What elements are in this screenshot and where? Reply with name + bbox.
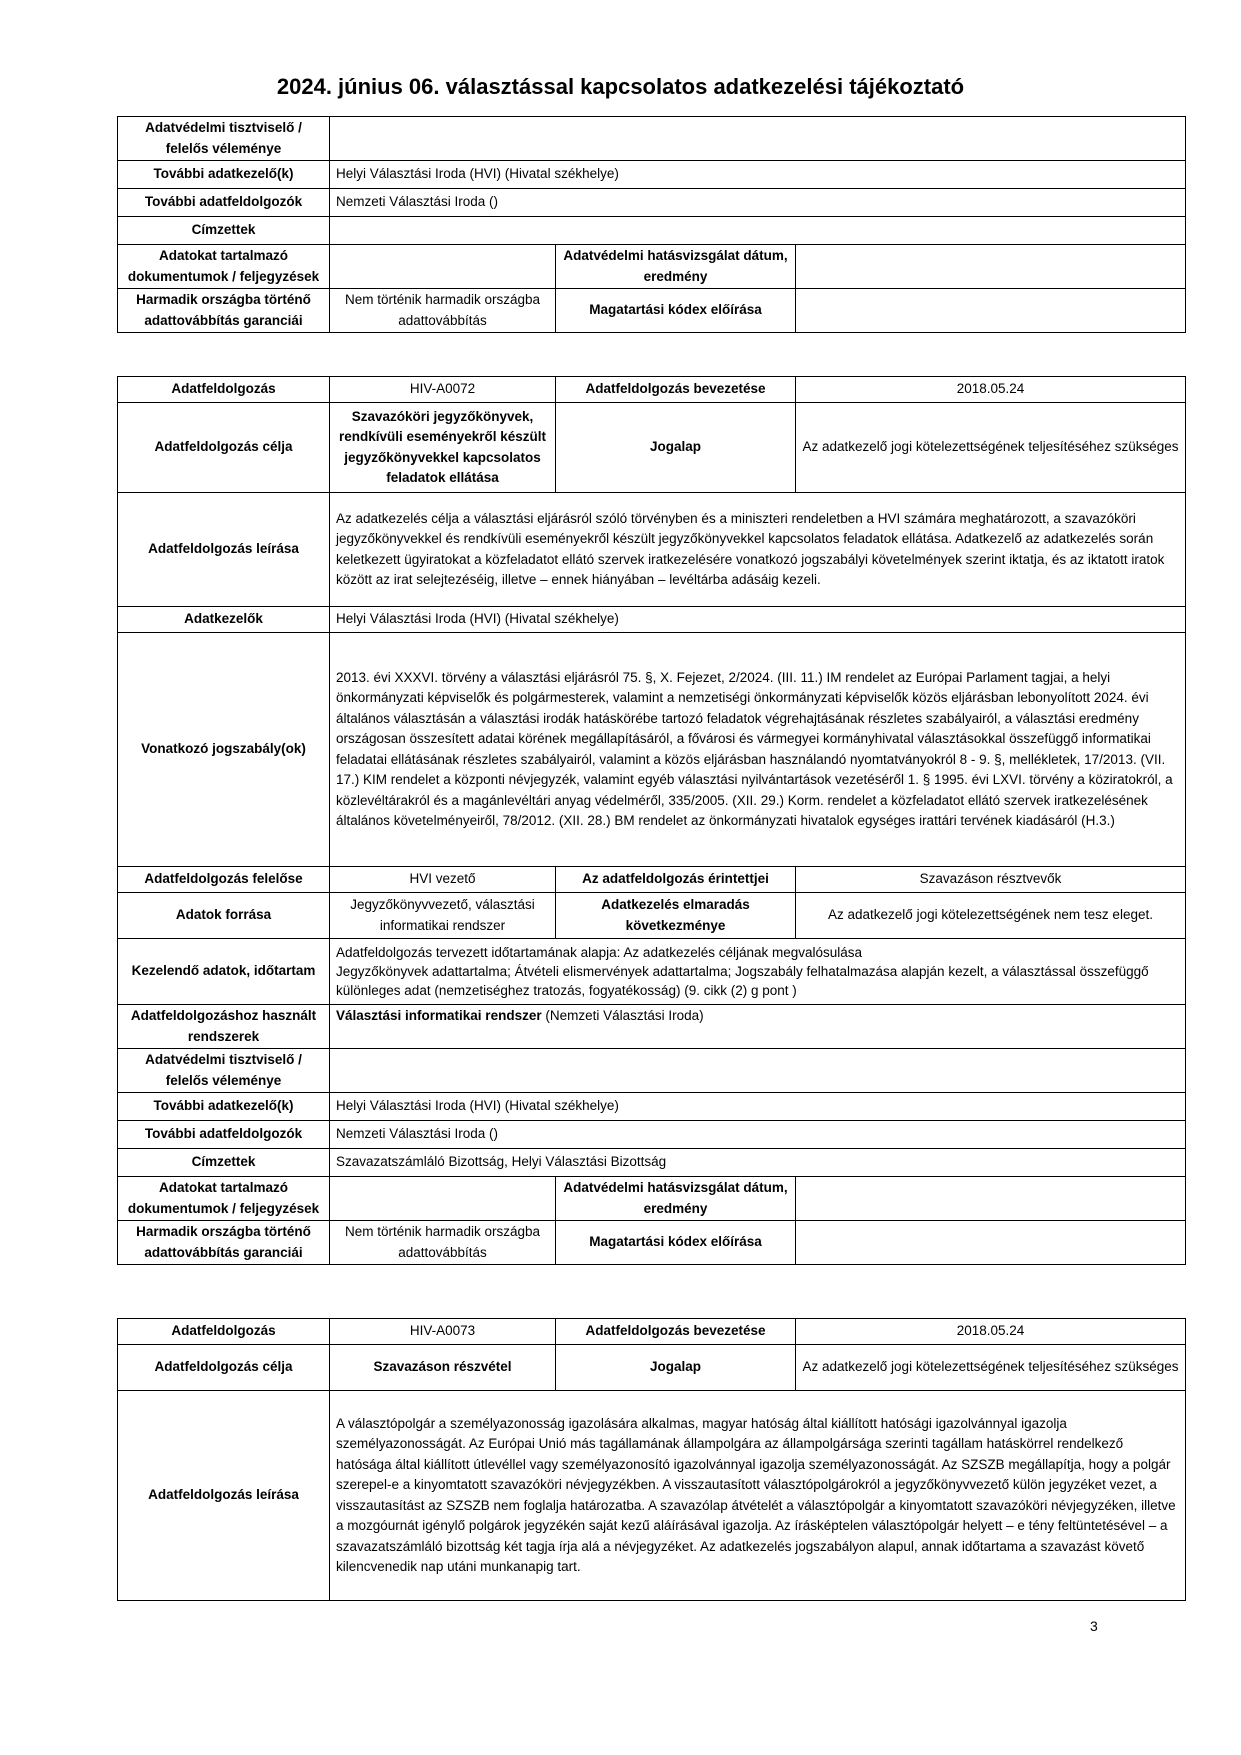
rendszerek-name: Választási informatikai rendszer: [336, 1008, 542, 1023]
value-tisztviselo: [330, 1049, 1186, 1093]
value-magatartasi: [796, 1221, 1186, 1265]
label-cimzettek: Címzettek: [118, 1149, 330, 1177]
value-bevezetese: 2018.05.24: [796, 1319, 1186, 1345]
label-tovabbi-adatkezelo: További adatkezelő(k): [118, 161, 330, 189]
value-tisztviselo: [330, 117, 1186, 161]
value-jogalap: Az adatkezelő jogi kötelezettségének teljesítéséhez szükséges: [796, 1345, 1186, 1391]
value-tovabbi-adatfeldolgozok: Nemzeti Választási Iroda (): [330, 1121, 1186, 1149]
value-celja: Szavazáson részvétel: [330, 1345, 556, 1391]
label-rendszerek: Adatfeldolgozáshoz használt rendszerek: [118, 1005, 330, 1049]
value-dokumentumok: [330, 245, 556, 289]
data-processing-table-continued: [117, 116, 1186, 333]
value-leirasa: Az adatkezelés célja a választási eljárásról szóló törvényben és a miniszteri rendeletben a HVI számára meghatározott, a szavazóköri jegyzőkönyvekkel és rendkívüli eseményekről készült jegyzőkönyvekkel kapcsolatos feladatok ellátása. Adatkezelő az adatkezelés során keletkezett ügyiratokat a közfeladatot ellátó szervek iratkezelésére vonatkozó jogszabályi követelmények szerint iktatja, és az iktatott iratok között az irat selejtezéséig, illetve – ennek hiányában – levéltárba adásáig kezeli.: [330, 493, 1186, 607]
label-tovabbi-adatfeldolgozok: További adatfeldolgozók: [118, 189, 330, 217]
value-hatasvizsgalat: [796, 245, 1186, 289]
label-celja: Adatfeldolgozás célja: [118, 1345, 330, 1391]
label-jogalap: Jogalap: [556, 403, 796, 493]
label-dokumentumok: Adatokat tartalmazó dokumentumok / feljegyzések: [118, 1177, 330, 1221]
label-magatartasi: Magatartási kódex előírása: [556, 1221, 796, 1265]
kezelendo-line-1: Adatfeldolgozás tervezett időtartamának alapja: Az adatkezelés céljának megvalósulása: [336, 945, 863, 960]
label-adatfeldolgozas: Adatfeldolgozás: [118, 1319, 330, 1345]
label-hatasvizsgalat: Adatvédelmi hatásvizsgálat dátum, eredmény: [556, 1177, 796, 1221]
label-adatkezelok: Adatkezelők: [118, 607, 330, 633]
value-tovabbi-adatfeldolgozok: Nemzeti Választási Iroda (): [330, 189, 1186, 217]
label-dokumentumok: Adatokat tartalmazó dokumentumok / feljegyzések: [118, 245, 330, 289]
value-tovabbi-adatkezelo: Helyi Választási Iroda (HVI) (Hivatal székhelye): [330, 1093, 1186, 1121]
kezelendo-line-2: Jegyzőkönyvek adattartalma; Átvételi elismervények adattartalma; Jogszabály felhatalmazása alapján kezelt, a választással összefüggő különleges adat (nemzetiséghez tratozás, fogyatékosság) (9. cikk (2) g pont ): [336, 964, 1149, 998]
label-harmadik: Harmadik országba történő adattovábbítás garanciái: [118, 289, 330, 333]
value-felelose: HVI vezető: [330, 867, 556, 893]
label-celja: Adatfeldolgozás célja: [118, 403, 330, 493]
page-title: 2024. június 06. választással kapcsolatos adatkezelési tájékoztató: [276, 74, 965, 99]
value-forrasa: Jegyzőkönyvvezető, választási informatikai rendszer: [330, 893, 556, 939]
label-leirasa: Adatfeldolgozás leírása: [118, 493, 330, 607]
label-harmadik: Harmadik országba történő adattovábbítás garanciái: [118, 1221, 330, 1265]
label-elmaradas: Adatkezelés elmaradás következménye: [556, 893, 796, 939]
label-tisztviselo: Adatvédelmi tisztviselő / felelős véleménye: [118, 1049, 330, 1093]
page-number: 3: [1090, 1618, 1098, 1634]
value-harmadik: Nem történik harmadik országba adattovábbítás: [330, 289, 556, 333]
value-leirasa: A választópolgár a személyazonosság igazolására alkalmas, magyar hatóság által kiállított hatósági igazolvánnyal igazolja személyazonosságát. Az Európai Unió más tagállamának állampolgára az állampolgársága szerinti tagállam hatáskörrel rendelkező hatósága által kiállított útlevéllel vagy személyazonosító igazolvánnyal igazolja személyazonosságát. Az SZSZB megállapítja, hogy a polgár szerepel-e a kinyomtatott szavazóköri névjegyzékben. A visszautasított választópolgárokról a jegyzőkönyvvezető külön jegyzéket vezet, a visszautasítást az SZSZB nem foglalja határozatba. A szavazólap átvételét a választópolgár a kinyomtatott szavazóköri névjegyzéken, illetve a mozgóurnát igénylő polgárok jegyzékén saját kezű aláírásával igazolja. Az írásképtelen választópolgár helyett – e tény feltüntetésével – a szavazatszámláló bizottság két tagja írja alá a névjegyzéket. Az adatkezelés jogszabályon alapul, annak időtartama a szavazást követő kilencvenedik nap utáni munkanapig tart.: [330, 1391, 1186, 1601]
value-harmadik: Nem történik harmadik országba adattovábbítás: [330, 1221, 556, 1265]
value-kezelendo: [330, 939, 1186, 1005]
label-felelose: Adatfeldolgozás felelőse: [118, 867, 330, 893]
label-hatasvizsgalat: Adatvédelmi hatásvizsgálat dátum, eredmény: [556, 245, 796, 289]
label-magatartasi: Magatartási kódex előírása: [556, 289, 796, 333]
label-jogszabaly: Vonatkozó jogszabály(ok): [118, 633, 330, 867]
value-code: HIV-A0072: [330, 377, 556, 403]
label-leirasa: Adatfeldolgozás leírása: [118, 1391, 330, 1601]
value-bevezetese: 2018.05.24: [796, 377, 1186, 403]
label-bevezetese: Adatfeldolgozás bevezetése: [556, 377, 796, 403]
label-erintettje: Az adatfeldolgozás érintettjei: [556, 867, 796, 893]
value-jogalap: Az adatkezelő jogi kötelezettségének teljesítéséhez szükséges: [796, 403, 1186, 493]
data-processing-table-hiv-a0072: [117, 376, 1186, 1265]
value-adatkezelok: Helyi Választási Iroda (HVI) (Hivatal székhelye): [330, 607, 1186, 633]
label-forrasa: Adatok forrása: [118, 893, 330, 939]
value-dokumentumok: [330, 1177, 556, 1221]
label-adatfeldolgozas: Adatfeldolgozás: [118, 377, 330, 403]
value-cimzettek: [330, 217, 1186, 245]
value-hatasvizsgalat: [796, 1177, 1186, 1221]
value-tovabbi-adatkezelo: Helyi Választási Iroda (HVI) (Hivatal székhelye): [330, 161, 1186, 189]
label-tovabbi-adatfeldolgozok: További adatfeldolgozók: [118, 1121, 330, 1149]
value-erintettje: Szavazáson résztvevők: [796, 867, 1186, 893]
label-cimzettek: Címzettek: [118, 217, 330, 245]
value-code: HIV-A0073: [330, 1319, 556, 1345]
label-bevezetese: Adatfeldolgozás bevezetése: [556, 1319, 796, 1345]
value-jogszabaly: 2013. évi XXXVI. törvény a választási eljárásról 75. §, X. Fejezet, 2/2024. (III. 11.) IM rendelet az Európai Parlament tagjai, a helyi önkormányzati képviselők és polgármesterek, valamint a nemzetiségi önkormányzati képviselők közös eljárásban lebonyolított 2024. évi általános választásán a választási irodák hatáskörébe tartozó feladatok végrehajtásának részletes szabályairól, a választási eredmény országosan összesített adatai körének megállapításáról, a fővárosi és vármegyei kormányhivatal választásokkal összefüggő informatikai feladatai ellátásának részletes szabályairól, valamint a közös eljárásban használandó nyomtatványokról 8 - 9. §, mellékletek, 17/2013. (VII. 17.) KIM rendelet a központi névjegyzék, valamint egyéb választási nyilvántartások vezetéséről 1. § 1995. évi LXVI. törvény a köziratokról, a közlevéltárakról és a magánlevéltári anyag védelméről, 335/2005. (XII. 29.) Korm. rendelet a közfeladatot ellátó szervek iratkezelésének általános követelményeiről, 78/2012. (XII. 28.) BM rendelet az önkormányzati hivatalok egységes irattári tervének kiadásáról (H.3.): [330, 633, 1186, 867]
label-jogalap: Jogalap: [556, 1345, 796, 1391]
label-tovabbi-adatkezelo: További adatkezelő(k): [118, 1093, 330, 1121]
data-processing-table-hiv-a0073: [117, 1318, 1186, 1601]
value-rendszerek: [330, 1005, 1186, 1049]
value-celja: Szavazóköri jegyzőkönyvek, rendkívüli eseményekről készült jegyzőkönyvekkel kapcsolatos feladatok ellátása: [330, 403, 556, 493]
value-elmaradas: Az adatkezelő jogi kötelezettségének nem tesz eleget.: [796, 893, 1186, 939]
value-cimzettek: Szavazatszámláló Bizottság, Helyi Választási Bizottság: [330, 1149, 1186, 1177]
value-magatartasi: [796, 289, 1186, 333]
label-kezelendo: Kezelendő adatok, időtartam: [118, 939, 330, 1005]
label-tisztviselo: Adatvédelmi tisztviselő / felelős véleménye: [118, 117, 330, 161]
rendszerek-owner: (Nemzeti Választási Iroda): [541, 1008, 704, 1023]
